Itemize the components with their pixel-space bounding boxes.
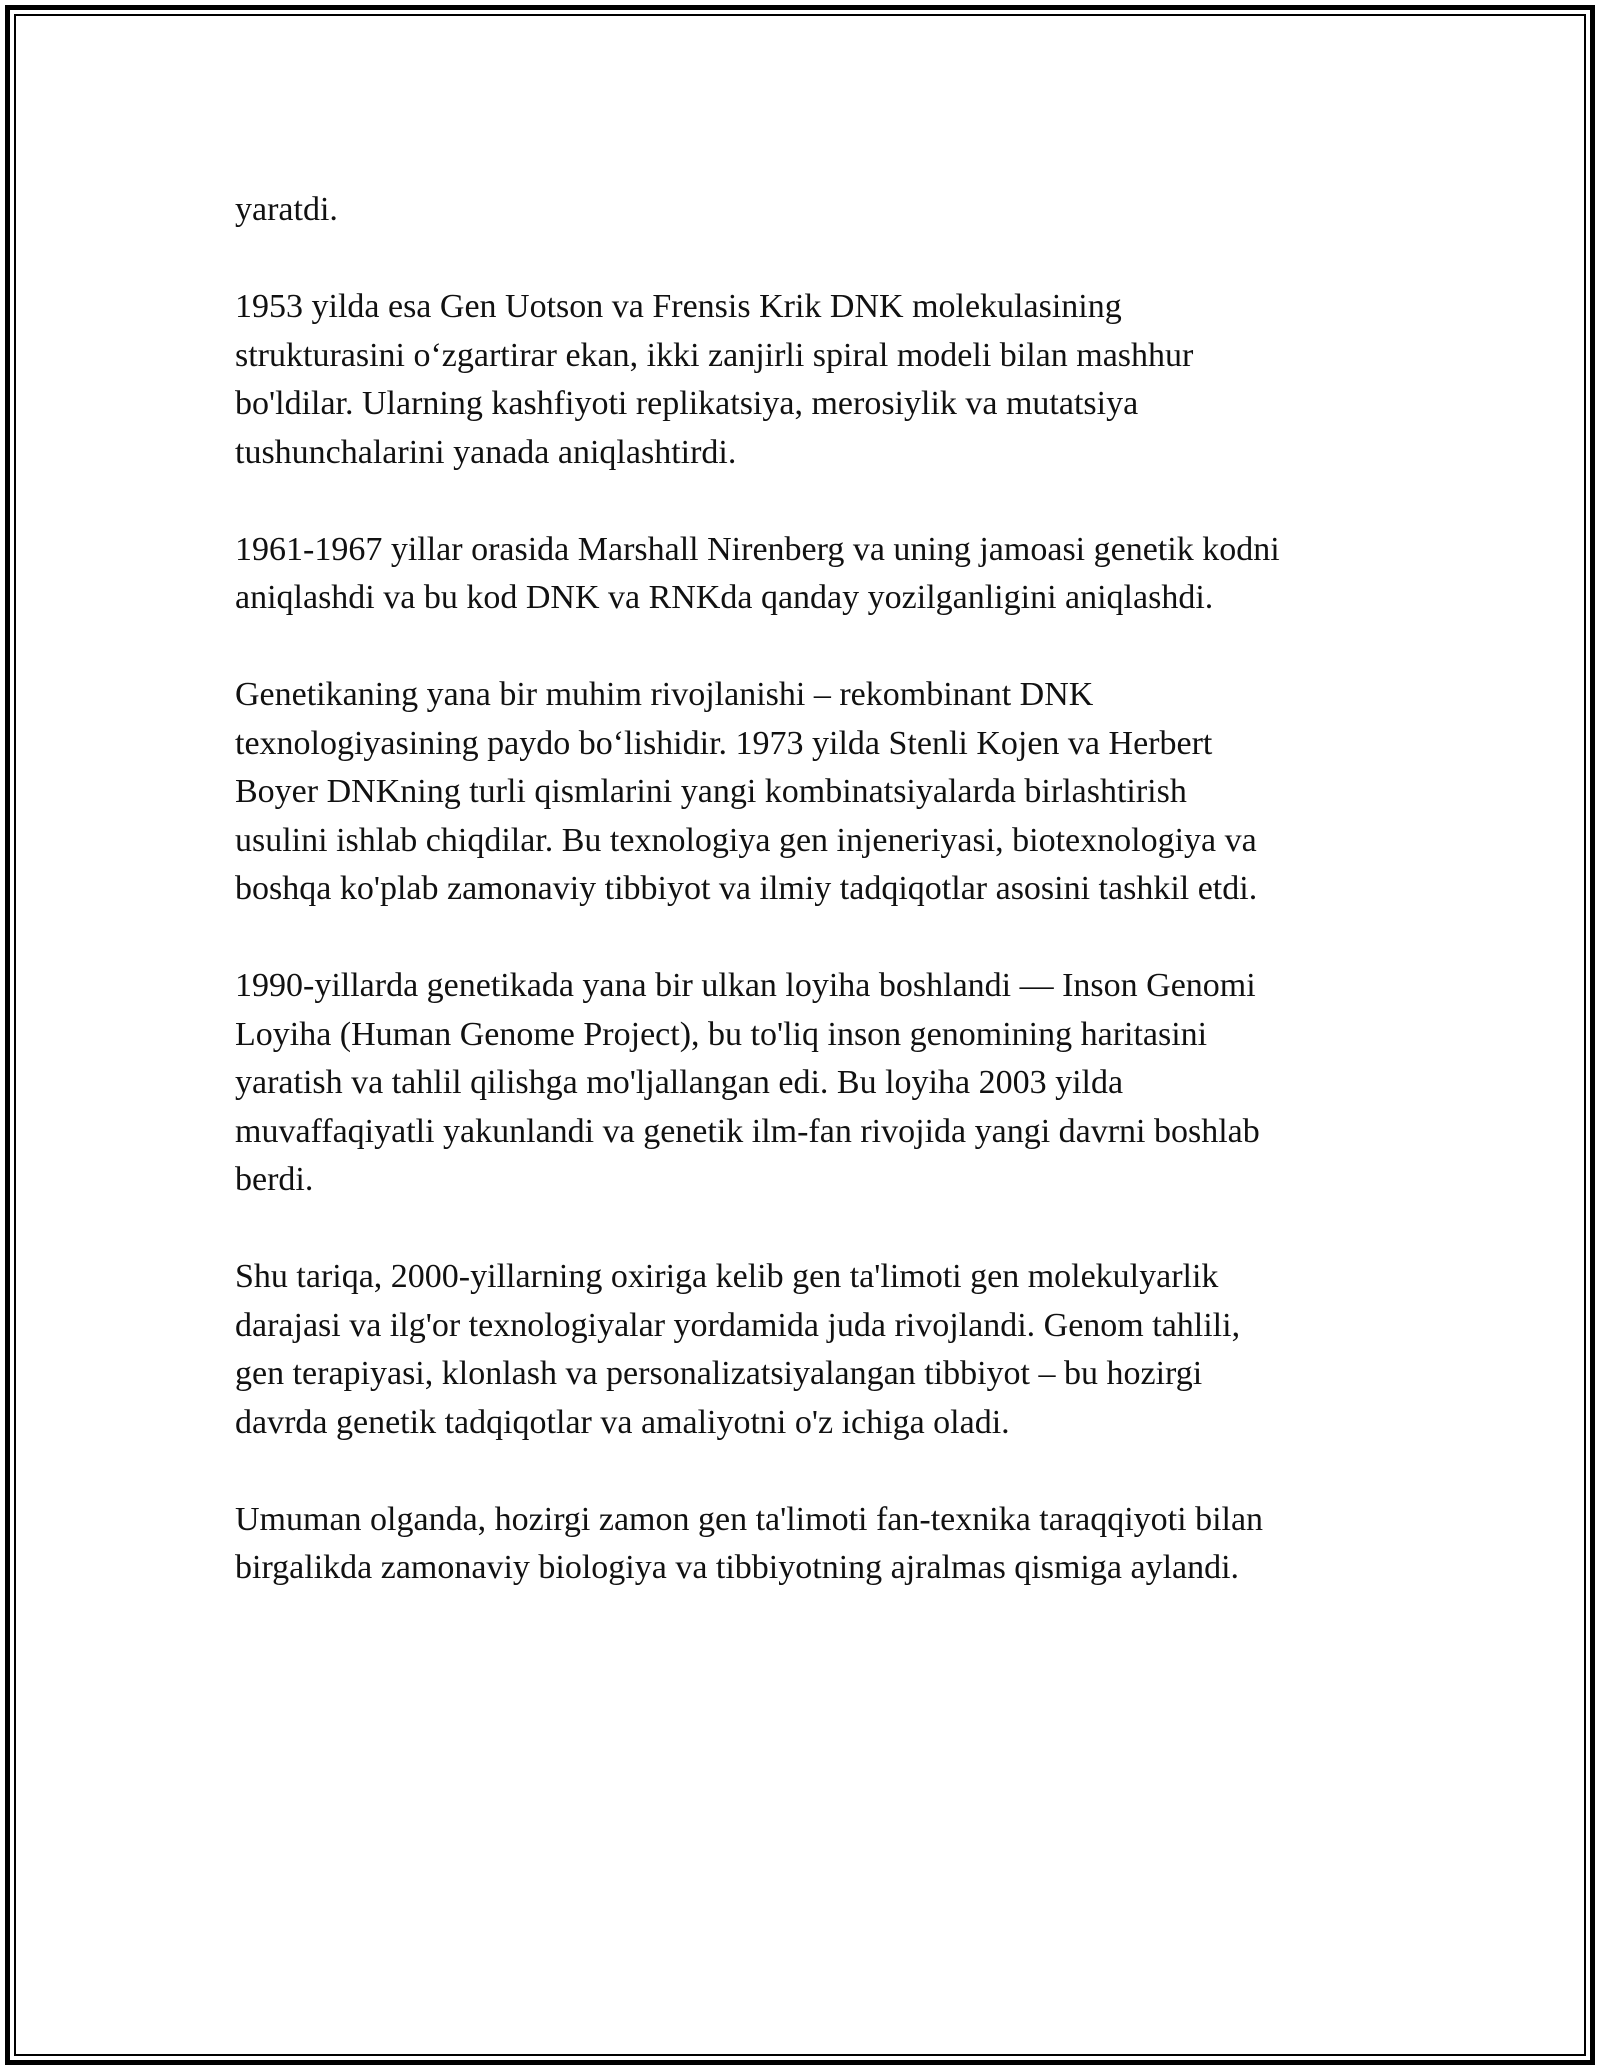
text-line: usulini ishlab chiqdilar. Bu texnologiya gen injeneriyasi, biotexnologiya va xyxy=(235,821,1257,859)
paragraph-1 xyxy=(235,186,1385,235)
text-line: Umuman olganda, hozirgi zamon gen ta'limoti fan-texnika taraqqiyoti bilan xyxy=(235,1500,1264,1538)
text-line: yaratdi. xyxy=(235,191,338,228)
text-line: Genetikaning yana bir muhim rivojlanishi – rekombinant DNK xyxy=(235,676,1094,713)
text-line: boshqa ko'plab zamonaviy tibbiyot va ilmiy tadqiqotlar asosini tashkil etdi. xyxy=(235,870,1258,907)
text-line: Loyiha (Human Genome Project), bu to'liq inson genomining haritasini xyxy=(235,1015,1208,1053)
text-line: muvaffaqiyatli yakunlandi va genetik ilm-fan rivojida yangi davrni boshlab xyxy=(235,1112,1260,1150)
paragraph-5 xyxy=(235,962,1385,1205)
paragraph-6 xyxy=(235,1253,1385,1447)
text-line: berdi. xyxy=(235,1161,314,1198)
paragraph-2 xyxy=(235,283,1385,477)
text-line: 1953 yilda esa Gen Uotson va Frensis Krik DNK molekulasining xyxy=(235,288,1122,325)
text-line: 1961-1967 yillar orasida Marshall Nirenberg va uning jamoasi genetik kodni xyxy=(235,530,1280,568)
text-line: yaratish va tahlil qilishga mo'ljallangan edi. Bu loyiha 2003 yilda xyxy=(235,1064,1124,1101)
text-line: texnologiyasining paydo bo‘lishidir. 1973 yilda Stenli Kojen va Herbert xyxy=(235,724,1213,762)
text-line: gen terapiyasi, klonlash va personalizatsiyalangan tibbiyot – bu hozirgi xyxy=(235,1355,1203,1392)
text-line: 1990-yillarda genetikada yana bir ulkan loyiha boshlandi — Inson Genomi xyxy=(235,967,1256,1004)
paragraph-4 xyxy=(235,671,1385,914)
text-line: davrda genetik tadqiqotlar va amaliyotni o'z ichiga oladi. xyxy=(235,1403,1010,1441)
text-line: Boyer DNKning turli qismlarini yangi kombinatsiyalarda birlashtirish xyxy=(235,773,1187,810)
text-line: birgalikda zamonaviy biologiya va tibbiyotning ajralmas qismiga aylandi. xyxy=(235,1549,1240,1586)
text-line: tushunchalarini yanada aniqlashtirdi. xyxy=(235,433,737,471)
document-body xyxy=(235,186,1385,1641)
text-line: Shu tariqa, 2000-yillarning oxiriga kelib gen ta'limoti gen molekulyarlik xyxy=(235,1258,1219,1295)
text-line: bo'ldilar. Ularning kashfiyoti replikatsiya, merosiylik va mutatsiya xyxy=(235,385,1139,422)
text-line: darajasi va ilg'or texnologiyalar yordamida juda rivojlandi. Genom tahlili, xyxy=(235,1306,1241,1344)
text-line: aniqlashdi va bu kod DNK va RNKda qanday yozilganligini aniqlashdi. xyxy=(235,579,1214,616)
text-line: strukturasini o‘zgartirar ekan, ikki zanjirli spiral modeli bilan mashhur xyxy=(235,336,1194,374)
paragraph-3 xyxy=(235,526,1385,623)
paragraph-7 xyxy=(235,1496,1385,1593)
